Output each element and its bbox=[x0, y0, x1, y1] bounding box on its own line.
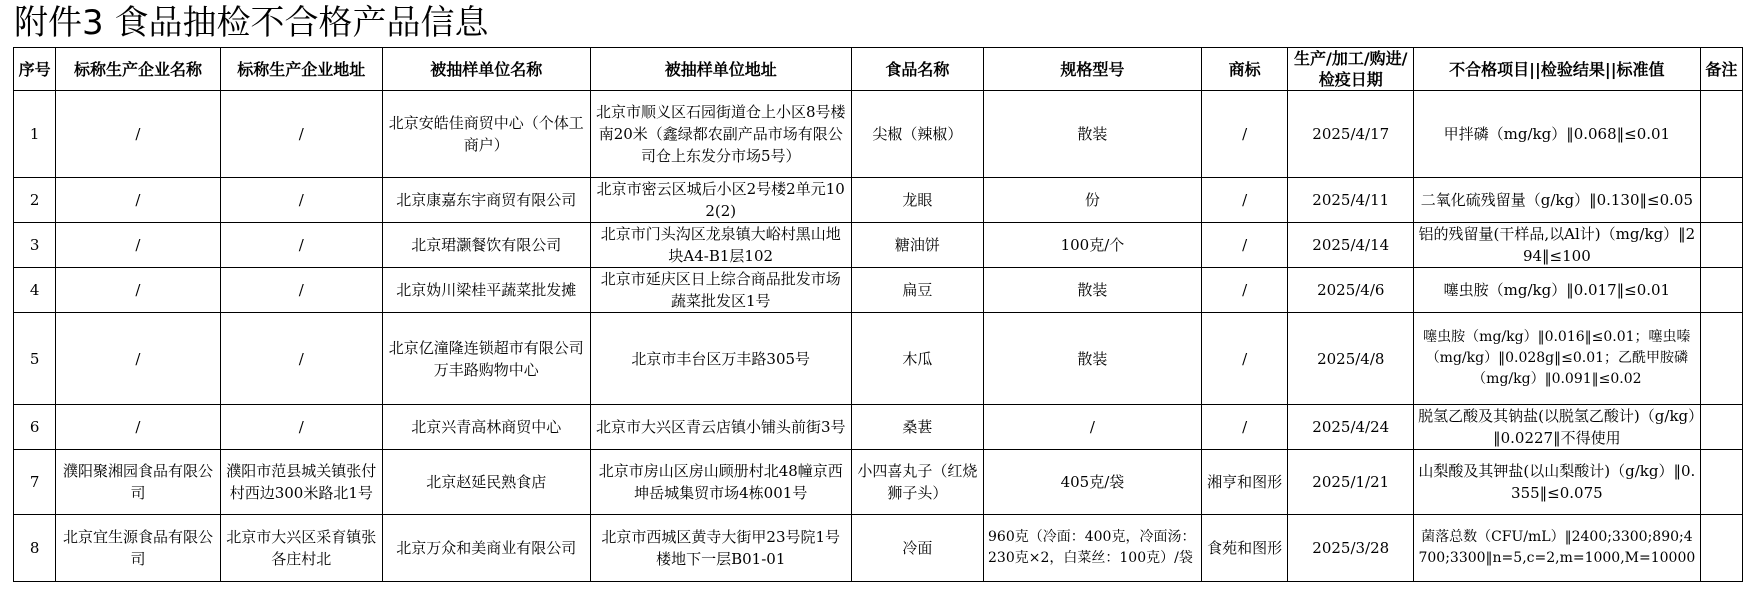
cell-producer-address: 濮阳市范县城关镇张付村西边300米路北1号 bbox=[220, 450, 382, 515]
cell-index: 8 bbox=[14, 515, 56, 582]
cell-sampled-unit-address: 北京市门头沟区龙泉镇大峪村黑山地块A4-B1层102 bbox=[590, 223, 851, 268]
cell-sampled-unit-address: 北京市密云区城后小区2号楼2单元102(2) bbox=[590, 178, 851, 223]
cell-producer-name: / bbox=[56, 178, 220, 223]
table-row bbox=[14, 223, 1743, 268]
cell-sampled-unit-address: 北京市西城区黄寺大街甲23号院1号楼地下一层B01-01 bbox=[590, 515, 851, 582]
table-row bbox=[14, 91, 1743, 178]
cell-sampled-unit-name: 北京妫川梁桂平蔬菜批发摊 bbox=[382, 268, 590, 313]
column-header: 被抽样单位地址 bbox=[590, 48, 851, 91]
cell-remark bbox=[1700, 178, 1742, 223]
cell-food-name: 桑葚 bbox=[851, 405, 983, 450]
cell-sampled-unit-name: 北京万众和美商业有限公司 bbox=[382, 515, 590, 582]
cell-producer-name: / bbox=[56, 313, 220, 405]
table-row bbox=[14, 405, 1743, 450]
column-header: 食品名称 bbox=[851, 48, 983, 91]
cell-trademark: / bbox=[1201, 313, 1288, 405]
cell-date: 2025/1/21 bbox=[1288, 450, 1414, 515]
cell-remark bbox=[1700, 515, 1742, 582]
cell-sampled-unit-address: 北京市房山区房山顾册村北48幢京西坤岳城集贸市场4栋001号 bbox=[590, 450, 851, 515]
cell-producer-name: / bbox=[56, 405, 220, 450]
cell-food-name: 扁豆 bbox=[851, 268, 983, 313]
cell-sampled-unit-name: 北京康嘉东宇商贸有限公司 bbox=[382, 178, 590, 223]
cell-unqualified-item: 二氧化硫残留量（g/kg）‖0.130‖≤0.05 bbox=[1414, 178, 1701, 223]
cell-remark bbox=[1700, 313, 1742, 405]
cell-remark bbox=[1700, 223, 1742, 268]
cell-food-name: 龙眼 bbox=[851, 178, 983, 223]
cell-sampled-unit-name: 北京赵延民熟食店 bbox=[382, 450, 590, 515]
column-header: 标称生产企业名称 bbox=[56, 48, 220, 91]
cell-sampled-unit-name: 北京珺灏餐饮有限公司 bbox=[382, 223, 590, 268]
cell-producer-address: 北京市大兴区采育镇张各庄村北 bbox=[220, 515, 382, 582]
cell-trademark: / bbox=[1201, 223, 1288, 268]
cell-date: 2025/3/28 bbox=[1288, 515, 1414, 582]
cell-producer-address: / bbox=[220, 223, 382, 268]
cell-food-name: 冷面 bbox=[851, 515, 983, 582]
cell-specification: 100克/个 bbox=[984, 223, 1202, 268]
cell-index: 1 bbox=[14, 91, 56, 178]
cell-producer-address: / bbox=[220, 178, 382, 223]
page-title: 附件3 食品抽检不合格产品信息 bbox=[14, 3, 489, 43]
table-row bbox=[14, 515, 1743, 582]
column-header: 序号 bbox=[14, 48, 56, 91]
cell-index: 7 bbox=[14, 450, 56, 515]
cell-sampled-unit-name: 北京亿潼隆连锁超市有限公司万丰路购物中心 bbox=[382, 313, 590, 405]
cell-producer-name: 濮阳聚湘园食品有限公司 bbox=[56, 450, 220, 515]
cell-sampled-unit-address: 北京市丰台区万丰路305号 bbox=[590, 313, 851, 405]
cell-trademark: / bbox=[1201, 91, 1288, 178]
cell-specification: / bbox=[984, 405, 1202, 450]
cell-specification: 405克/袋 bbox=[984, 450, 1202, 515]
column-header: 备注 bbox=[1700, 48, 1742, 91]
column-header: 生产/加工/购进/检疫日期 bbox=[1288, 48, 1414, 91]
cell-remark bbox=[1700, 91, 1742, 178]
column-header: 标称生产企业地址 bbox=[220, 48, 382, 91]
cell-producer-name: 北京宜生源食品有限公司 bbox=[56, 515, 220, 582]
cell-index: 5 bbox=[14, 313, 56, 405]
cell-sampled-unit-name: 北京兴青高林商贸中心 bbox=[382, 405, 590, 450]
cell-trademark: 湘亨和图形 bbox=[1201, 450, 1288, 515]
cell-unqualified-item: 铝的残留量(干样品,以Al计)（mg/kg）‖294‖≤100 bbox=[1414, 223, 1701, 268]
cell-food-name: 尖椒（辣椒） bbox=[851, 91, 983, 178]
unqualified-products-table bbox=[13, 47, 1743, 582]
cell-unqualified-item: 脱氢乙酸及其钠盐(以脱氢乙酸计)（g/kg）‖0.0227‖不得使用 bbox=[1414, 405, 1701, 450]
cell-remark bbox=[1700, 405, 1742, 450]
cell-date: 2025/4/6 bbox=[1288, 268, 1414, 313]
table-row bbox=[14, 450, 1743, 515]
table-row bbox=[14, 313, 1743, 405]
cell-date: 2025/4/11 bbox=[1288, 178, 1414, 223]
cell-food-name: 木瓜 bbox=[851, 313, 983, 405]
cell-specification: 散装 bbox=[984, 268, 1202, 313]
cell-sampled-unit-address: 北京市顺义区石园街道仓上小区8号楼南20米（鑫绿都农副产品市场有限公司仓上东发分市场5号） bbox=[590, 91, 851, 178]
cell-index: 3 bbox=[14, 223, 56, 268]
cell-producer-name: / bbox=[56, 91, 220, 178]
column-header: 被抽样单位名称 bbox=[382, 48, 590, 91]
table-row bbox=[14, 268, 1743, 313]
cell-trademark: / bbox=[1201, 268, 1288, 313]
cell-trademark: 食苑和图形 bbox=[1201, 515, 1288, 582]
cell-index: 6 bbox=[14, 405, 56, 450]
cell-producer-address: / bbox=[220, 91, 382, 178]
cell-unqualified-item: 噻虫胺（mg/kg）‖0.017‖≤0.01 bbox=[1414, 268, 1701, 313]
cell-producer-address: / bbox=[220, 268, 382, 313]
cell-unqualified-item: 甲拌磷（mg/kg）‖0.068‖≤0.01 bbox=[1414, 91, 1701, 178]
cell-date: 2025/4/17 bbox=[1288, 91, 1414, 178]
cell-producer-name: / bbox=[56, 223, 220, 268]
cell-specification: 960克（冷面：400克，冷面汤：230克×2，白菜丝：100克）/袋 bbox=[984, 515, 1202, 582]
cell-index: 4 bbox=[14, 268, 56, 313]
column-header: 规格型号 bbox=[984, 48, 1202, 91]
cell-specification: 散装 bbox=[984, 91, 1202, 178]
column-header: 商标 bbox=[1201, 48, 1288, 91]
cell-remark bbox=[1700, 268, 1742, 313]
cell-trademark: / bbox=[1201, 405, 1288, 450]
cell-sampled-unit-name: 北京安皓佳商贸中心（个体工商户） bbox=[382, 91, 590, 178]
cell-specification: 散装 bbox=[984, 313, 1202, 405]
cell-producer-address: / bbox=[220, 313, 382, 405]
table-row bbox=[14, 178, 1743, 223]
cell-remark bbox=[1700, 450, 1742, 515]
cell-producer-address: / bbox=[220, 405, 382, 450]
table-header-row bbox=[14, 48, 1743, 91]
cell-date: 2025/4/24 bbox=[1288, 405, 1414, 450]
cell-trademark: / bbox=[1201, 178, 1288, 223]
cell-date: 2025/4/8 bbox=[1288, 313, 1414, 405]
cell-specification: 份 bbox=[984, 178, 1202, 223]
cell-food-name: 糖油饼 bbox=[851, 223, 983, 268]
cell-food-name: 小四喜丸子（红烧狮子头） bbox=[851, 450, 983, 515]
cell-unqualified-item: 山梨酸及其钾盐(以山梨酸计)（g/kg）‖0.355‖≤0.075 bbox=[1414, 450, 1701, 515]
cell-unqualified-item: 噻虫胺（mg/kg）‖0.016‖≤0.01；噻虫嗪（mg/kg）‖0.028g‖≤0.01；乙酰甲胺磷（mg/kg）‖0.091‖≤0.02 bbox=[1414, 313, 1701, 405]
cell-index: 2 bbox=[14, 178, 56, 223]
cell-date: 2025/4/14 bbox=[1288, 223, 1414, 268]
cell-sampled-unit-address: 北京市大兴区青云店镇小铺头前街3号 bbox=[590, 405, 851, 450]
cell-producer-name: / bbox=[56, 268, 220, 313]
cell-unqualified-item: 菌落总数（CFU/mL）‖2400;3300;890;4700;3300‖n=5,c=2,m=1000,M=10000 bbox=[1414, 515, 1701, 582]
cell-sampled-unit-address: 北京市延庆区日上综合商品批发市场蔬菜批发区1号 bbox=[590, 268, 851, 313]
column-header: 不合格项目||检验结果||标准值 bbox=[1414, 48, 1701, 91]
